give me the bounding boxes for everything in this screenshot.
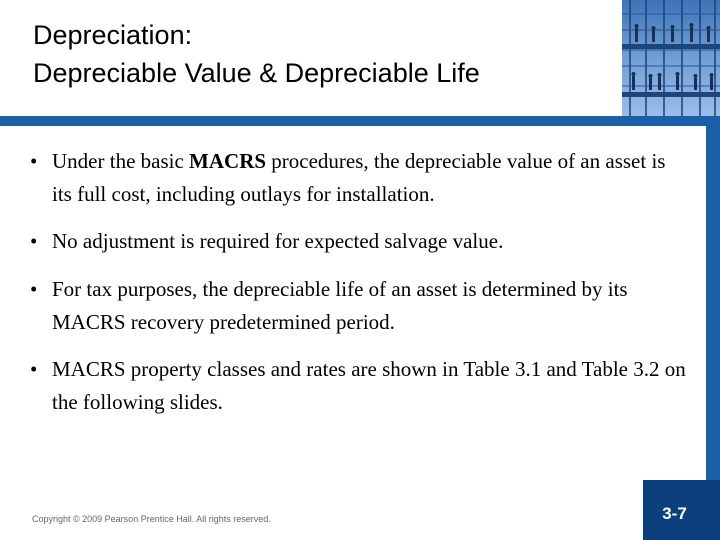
slide-title-line-1: Depreciation:: [33, 20, 193, 50]
bullet-item: [30, 273, 690, 339]
right-accent-strip-lower: [706, 480, 720, 540]
bullet-text: No adjustment is required for expected salvage value.: [52, 229, 504, 253]
bullet-item: [30, 145, 690, 211]
copyright-notice: Copyright © 2009 Pearson Prentice Hall. All rights reserved.: [32, 514, 271, 524]
page-number-box: [643, 480, 706, 540]
emphasis-macrs: MACRS: [189, 149, 267, 173]
title-area: [0, 0, 622, 116]
bullet-marker: •: [30, 277, 38, 301]
bullet-item: [30, 225, 690, 258]
bullet-marker: •: [30, 357, 38, 381]
bullet-text: MACRS property classes and rates are shown in Table 3.1 and Table 3.2 on the following slides.: [52, 357, 686, 414]
bullet-marker: •: [30, 229, 38, 253]
bullet-item: [30, 353, 690, 419]
header-photo: [622, 0, 720, 116]
title-divider-bar: [0, 116, 720, 126]
bullet-text: For tax purposes, the depreciable life of an asset is determined by its MACRS recovery predetermined period.: [52, 277, 628, 334]
page-number: 3-7: [662, 504, 687, 523]
right-accent-strip: [706, 126, 720, 480]
bullet-text: Under the basic MACRS procedures, the depreciable value of an asset is its full cost, including outlays for installation.: [52, 149, 666, 206]
bullet-marker: •: [30, 149, 38, 173]
slide-title-line-2: Depreciable Value & Depreciable Life: [33, 58, 480, 88]
